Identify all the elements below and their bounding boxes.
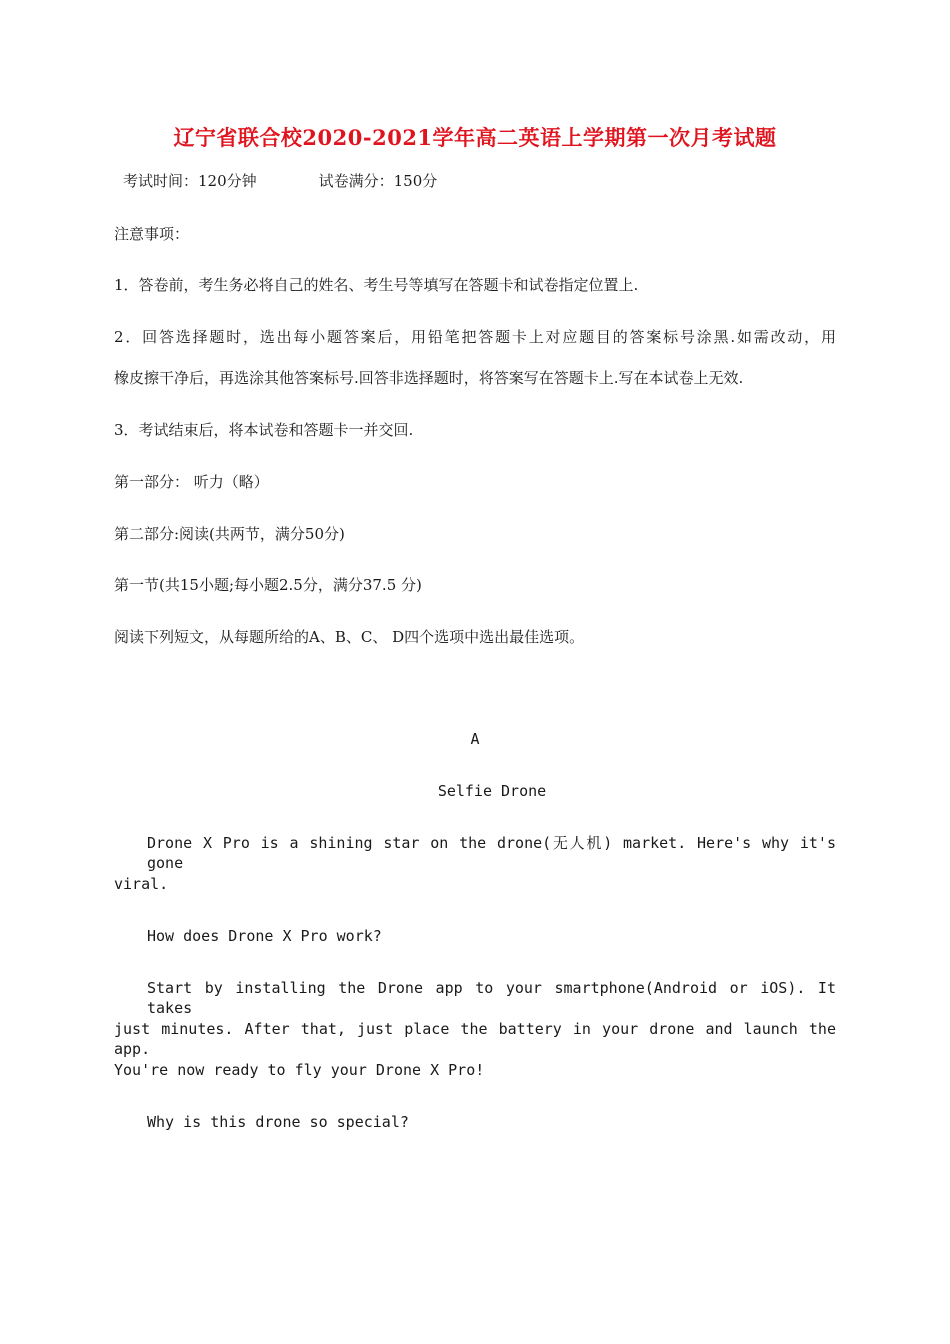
reading-instruction: 阅读下列短文，从每题所给的A、B、C、 D四个选项中选出最佳选项。 bbox=[114, 628, 585, 646]
notice-item-2-line-2: 橡皮擦干净后，再选涂其他答案标号.回答非选择题时，将答案写在答题卡上.写在本试卷上无效. bbox=[114, 369, 744, 387]
document-title: 辽宁省联合校2020-2021学年高二英语上学期第一次月考试题 bbox=[173, 125, 777, 150]
notice-item-1: 1．答卷前，考生务必将自己的姓名、考生号等填写在答题卡和试卷指定位置上. bbox=[114, 276, 639, 294]
passage-title: Selfie Drone bbox=[437, 782, 547, 800]
exam-meta bbox=[123, 171, 437, 191]
notice-item-3: 3．考试结束后，将本试卷和答题卡一并交回. bbox=[114, 421, 414, 439]
part-one-heading: 第一部分： 听力（略） bbox=[114, 473, 269, 491]
full-score: 试卷满分：150分 bbox=[318, 172, 438, 190]
question-heading-1: How does Drone X Pro work? bbox=[147, 927, 382, 945]
paragraph-2-line-2: just minutes. After that, just place the battery in your drone and launch the app. bbox=[114, 1020, 836, 1058]
part-two-heading: 第二部分:阅读(共两节，满分50分) bbox=[114, 525, 345, 543]
question-heading-2: Why is this drone so special? bbox=[147, 1113, 409, 1131]
notice-item-2-line-1: 2．回答选择题时，选出每小题答案后，用铅笔把答题卡上对应题目的答案标号涂黑.如需改动，用 bbox=[114, 328, 836, 346]
section-one-heading: 第一节(共15小题;每小题2.5分，满分37.5 分) bbox=[114, 576, 422, 594]
paragraph-2-line-3: You're now ready to fly your Drone X Pro! bbox=[114, 1061, 485, 1079]
paragraph-1-line-2: viral. bbox=[114, 875, 169, 893]
notice-heading: 注意事项： bbox=[114, 225, 190, 243]
passage-letter: A bbox=[470, 730, 480, 748]
paragraph-1-line-1: Drone X Pro is a shining star on the drone(无人机) market. Here's why it's gone bbox=[147, 834, 836, 872]
exam-time: 考试时间：120分钟 bbox=[123, 172, 257, 190]
paragraph-2-line-1: Start by installing the Drone app to your smartphone(Android or iOS). It takes bbox=[147, 979, 836, 1017]
